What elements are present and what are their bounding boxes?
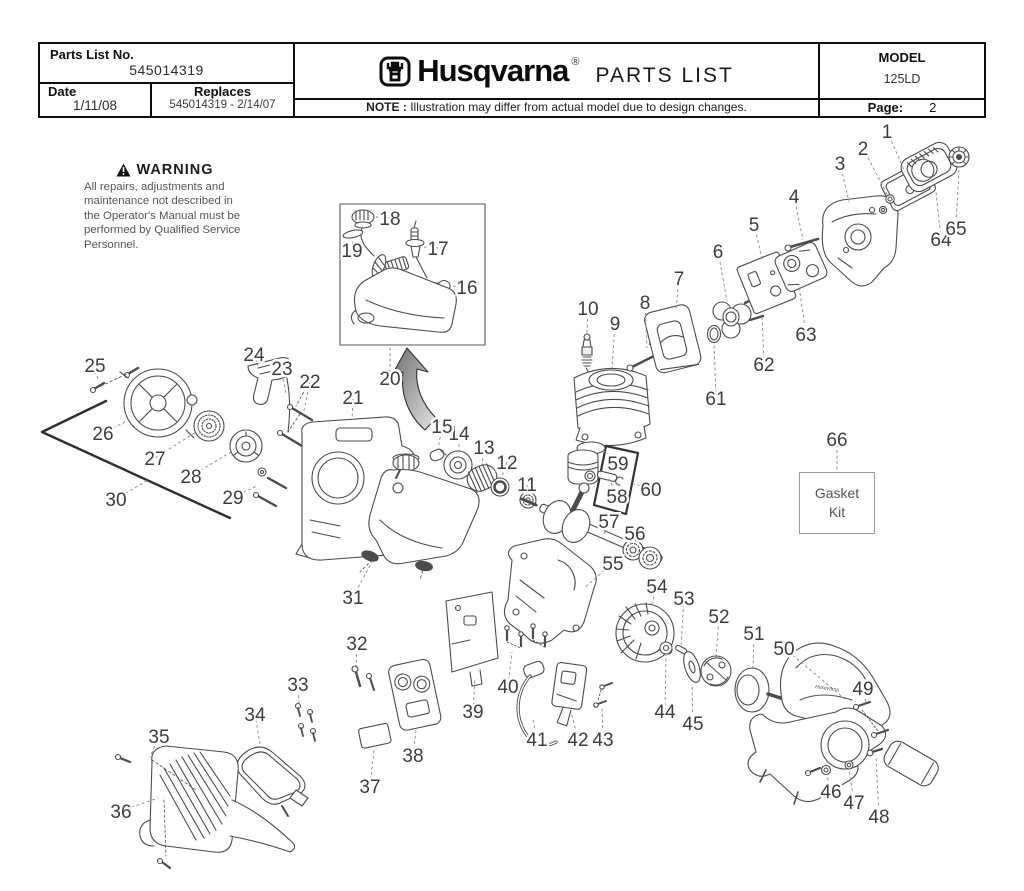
- callout-47: 47: [843, 793, 865, 814]
- part-heat-shield: [446, 592, 498, 686]
- parts-list-no-label: Parts List No.: [50, 47, 134, 62]
- callout-13: 13: [473, 438, 495, 459]
- callout-17: 17: [427, 239, 449, 260]
- part-washer-47: [845, 761, 853, 769]
- callout-45: 45: [682, 714, 704, 735]
- part-starter-pulley: [230, 430, 262, 462]
- brand-name: Husqvarna: [417, 53, 569, 88]
- callout-61: 61: [705, 389, 727, 410]
- date-cell: [40, 84, 150, 116]
- callout-24: 24: [243, 345, 265, 366]
- callout-62: 62: [753, 355, 775, 376]
- part-starter-cup: [441, 451, 472, 479]
- callout-3: 3: [834, 154, 846, 175]
- callout-30: 30: [105, 490, 127, 511]
- part-washer-44: [660, 642, 672, 654]
- gasket-kit-box: [799, 472, 875, 534]
- callout-21: 21: [342, 388, 364, 409]
- callout-4: 4: [788, 187, 800, 208]
- callout-43: 43: [592, 730, 614, 751]
- callout-37: 37: [359, 777, 381, 798]
- model-cell: [820, 44, 984, 98]
- callout-40: 40: [497, 677, 519, 698]
- header-left-box: [38, 42, 295, 118]
- callout-64: 64: [930, 230, 952, 251]
- callout-63: 63: [795, 325, 817, 346]
- callout-49: 49: [852, 679, 874, 700]
- part-washer-12: [491, 478, 509, 496]
- callout-23: 23: [271, 359, 293, 380]
- callout-35: 35: [148, 727, 170, 748]
- page-title: PARTS LIST: [595, 64, 734, 87]
- warning-triangle-icon: [116, 163, 131, 177]
- note-text: Illustration may differ from actual model due to design changes.: [410, 100, 747, 114]
- callout-54: 54: [646, 577, 668, 598]
- callout-44: 44: [654, 702, 676, 723]
- note-row: [295, 98, 818, 116]
- callout-46: 46: [820, 782, 842, 803]
- callout-1: 1: [881, 122, 893, 143]
- part-ignition-module: [549, 662, 587, 728]
- callout-56: 56: [624, 524, 646, 545]
- engine-cover-logo-text: Husqvarna: [814, 684, 840, 694]
- callout-38: 38: [402, 746, 424, 767]
- part-wire-guard: [237, 747, 308, 816]
- parts-list-no-value: 545014319: [129, 62, 204, 78]
- callout-66: 66: [826, 430, 848, 451]
- warning-block: [84, 162, 246, 252]
- fuel-tank-inset-box: [340, 204, 485, 345]
- part-piston: [568, 450, 598, 484]
- part-clutch-housing: [748, 708, 942, 804]
- callout-8: 8: [639, 293, 651, 314]
- date-label: Date: [48, 84, 77, 99]
- callout-48: 48: [868, 807, 890, 828]
- callout-19: 19: [341, 241, 363, 262]
- callout-50: 50: [773, 639, 795, 660]
- part-spark-plug: [582, 334, 592, 373]
- callout-34: 34: [244, 705, 266, 726]
- callout-29: 29: [222, 488, 244, 509]
- model-value: 125LD: [883, 72, 921, 86]
- callout-65: 65: [945, 219, 967, 240]
- callout-5: 5: [748, 215, 760, 236]
- date-value: 1/11/08: [72, 98, 118, 113]
- page-label: Page:: [867, 100, 904, 115]
- callout-59: 59: [607, 454, 629, 475]
- part-screws-43: [594, 683, 612, 707]
- part-clamp-61: [708, 326, 721, 343]
- part-screws-33: [296, 704, 316, 742]
- callout-6: 6: [712, 242, 724, 263]
- warning-title: WARNING: [136, 162, 214, 178]
- model-label: MODEL: [878, 50, 926, 65]
- part-screw-32: [352, 666, 374, 690]
- callout-39: 39: [462, 702, 484, 723]
- part-knob: [949, 147, 969, 167]
- callout-9: 9: [609, 314, 621, 335]
- part-crankcase: [504, 539, 596, 644]
- callout-26: 26: [92, 424, 114, 445]
- part-muffler-7: [643, 303, 703, 374]
- brand-row: [295, 44, 818, 98]
- part-bolt-48: [867, 749, 882, 756]
- replaces-label: Replaces: [193, 84, 252, 99]
- warning-body: All repairs, adjustments and maintenance not described in the Operator's Manual must be performed by Qualified Service Personnel.: [84, 181, 241, 251]
- callout-27: 27: [144, 449, 166, 470]
- callout-58: 58: [606, 487, 628, 508]
- header-center-box: [295, 42, 820, 118]
- note-label: NOTE :: [366, 100, 407, 114]
- part-ferrule: [429, 448, 446, 462]
- callout-32: 32: [346, 634, 368, 655]
- gasket-kit-line1: Gasket: [814, 485, 860, 502]
- callout-12: 12: [496, 453, 518, 474]
- callout-11: 11: [517, 475, 537, 496]
- callout-16: 16: [456, 278, 478, 299]
- callout-33: 33: [287, 675, 309, 696]
- page-number: 2: [929, 100, 937, 115]
- callout-31: 31: [342, 588, 364, 609]
- callout-41: 41: [526, 730, 548, 751]
- callout-60: 60: [640, 480, 662, 501]
- registered-mark: ®: [571, 56, 580, 68]
- callout-10: 10: [577, 299, 599, 320]
- callout-22: 22: [299, 372, 321, 393]
- part-muffler-gasket: [358, 723, 392, 749]
- callout-51: 51: [743, 624, 765, 645]
- callout-18: 18: [379, 209, 401, 230]
- callout-14: 14: [448, 424, 470, 445]
- replaces-cell: [150, 84, 293, 116]
- header-right-box: [820, 42, 986, 118]
- part-clutch: [701, 656, 731, 686]
- callout-25: 25: [84, 356, 106, 377]
- husqvarna-crown-logo-icon: [379, 55, 411, 87]
- callout-36: 36: [110, 802, 132, 823]
- callout-15: 15: [431, 417, 453, 438]
- callout-20: 20: [379, 369, 401, 390]
- part-cylinder: [574, 368, 650, 445]
- callout-7: 7: [673, 269, 685, 290]
- replaces-value: 545014319 - 2/14/07: [169, 99, 276, 111]
- gasket-kit-line2: Kit: [828, 504, 846, 520]
- page-cell: [820, 98, 984, 116]
- callout-28: 28: [180, 467, 202, 488]
- part-washer-45: [680, 650, 703, 685]
- callout-57: 57: [598, 512, 620, 533]
- callout-55: 55: [602, 554, 624, 575]
- part-starter-rope: [286, 374, 290, 432]
- part-starter-housing: [120, 369, 197, 438]
- callout-53: 53: [673, 589, 695, 610]
- callout-2: 2: [857, 139, 869, 160]
- parts-list-no-cell: [40, 44, 293, 84]
- part-muffler-38: [387, 658, 442, 731]
- part-rope-rotor: [194, 411, 224, 441]
- callout-42: 42: [567, 730, 589, 751]
- part-screws-29: [254, 468, 287, 506]
- callout-52: 52: [708, 607, 730, 628]
